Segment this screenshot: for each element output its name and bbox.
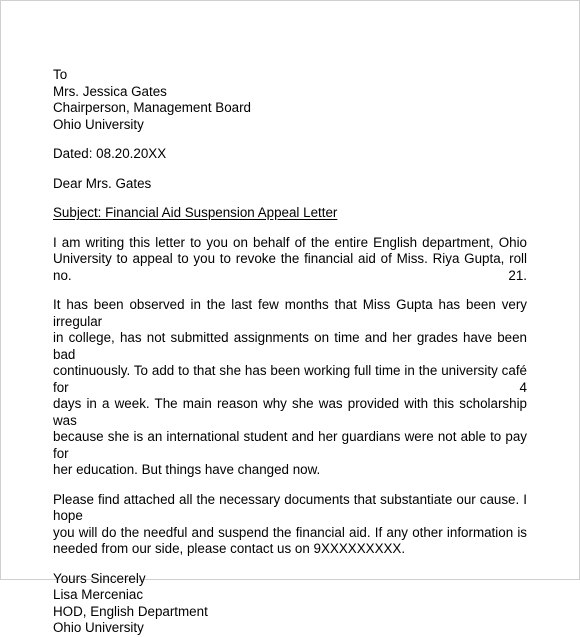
paragraph-line: because she is an international student and her guardians were not able to pay for [53, 429, 527, 461]
recipient-title: Chairperson, Management Board [53, 100, 251, 115]
paragraph-1 [53, 235, 527, 285]
paragraph-line: in college, has not submitted assignments on time and her grades have been bad [53, 330, 527, 362]
paragraph-line: Please find attached all the necessary documents that substantiate our cause. I hope [53, 491, 527, 523]
paragraph-line: days in a week. The main reason why she was provided with this scholarship was [53, 396, 527, 428]
paragraph-3 [53, 492, 527, 558]
letter-body [53, 67, 527, 637]
closing-block [53, 571, 527, 637]
paragraph-line: you will do the needful and suspend the financial aid. If any other information is [53, 524, 527, 540]
signer-name: Lisa Merceniac [53, 587, 144, 602]
signer-position: HOD, English Department [53, 603, 208, 619]
recipient-organization: Ohio University [53, 116, 144, 132]
recipient-name: Mrs. Jessica Gates [53, 83, 167, 99]
letter-date: Dated: 08.20.20XX [53, 146, 167, 161]
paragraph-line: continuously. To add to that she has been working full time in the university café for 4 [53, 363, 527, 395]
paragraph-line: I am writing this letter to you on behalf of the entire English department, Ohio [53, 234, 527, 250]
paragraph-2 [53, 297, 527, 479]
paragraph-line: University to appeal to you to revoke the financial aid of Miss. Riya Gupta, roll no. 21. [53, 251, 527, 283]
recipient-block [53, 67, 527, 133]
to-label: To [53, 67, 68, 82]
paragraph-line: It has been observed in the last few months that Miss Gupta has been very irregular [53, 297, 527, 329]
signer-organization: Ohio University [53, 620, 144, 635]
salutation: Dear Mrs. Gates [53, 175, 152, 191]
subject-line: Subject: Financial Aid Suspension Appeal Letter [53, 205, 338, 220]
valediction: Yours Sincerely [53, 570, 146, 586]
paragraph-line: her education. But things have changed now. [53, 462, 321, 477]
paragraph-line: needed from our side, please contact us on 9XXXXXXXXX. [53, 541, 406, 556]
